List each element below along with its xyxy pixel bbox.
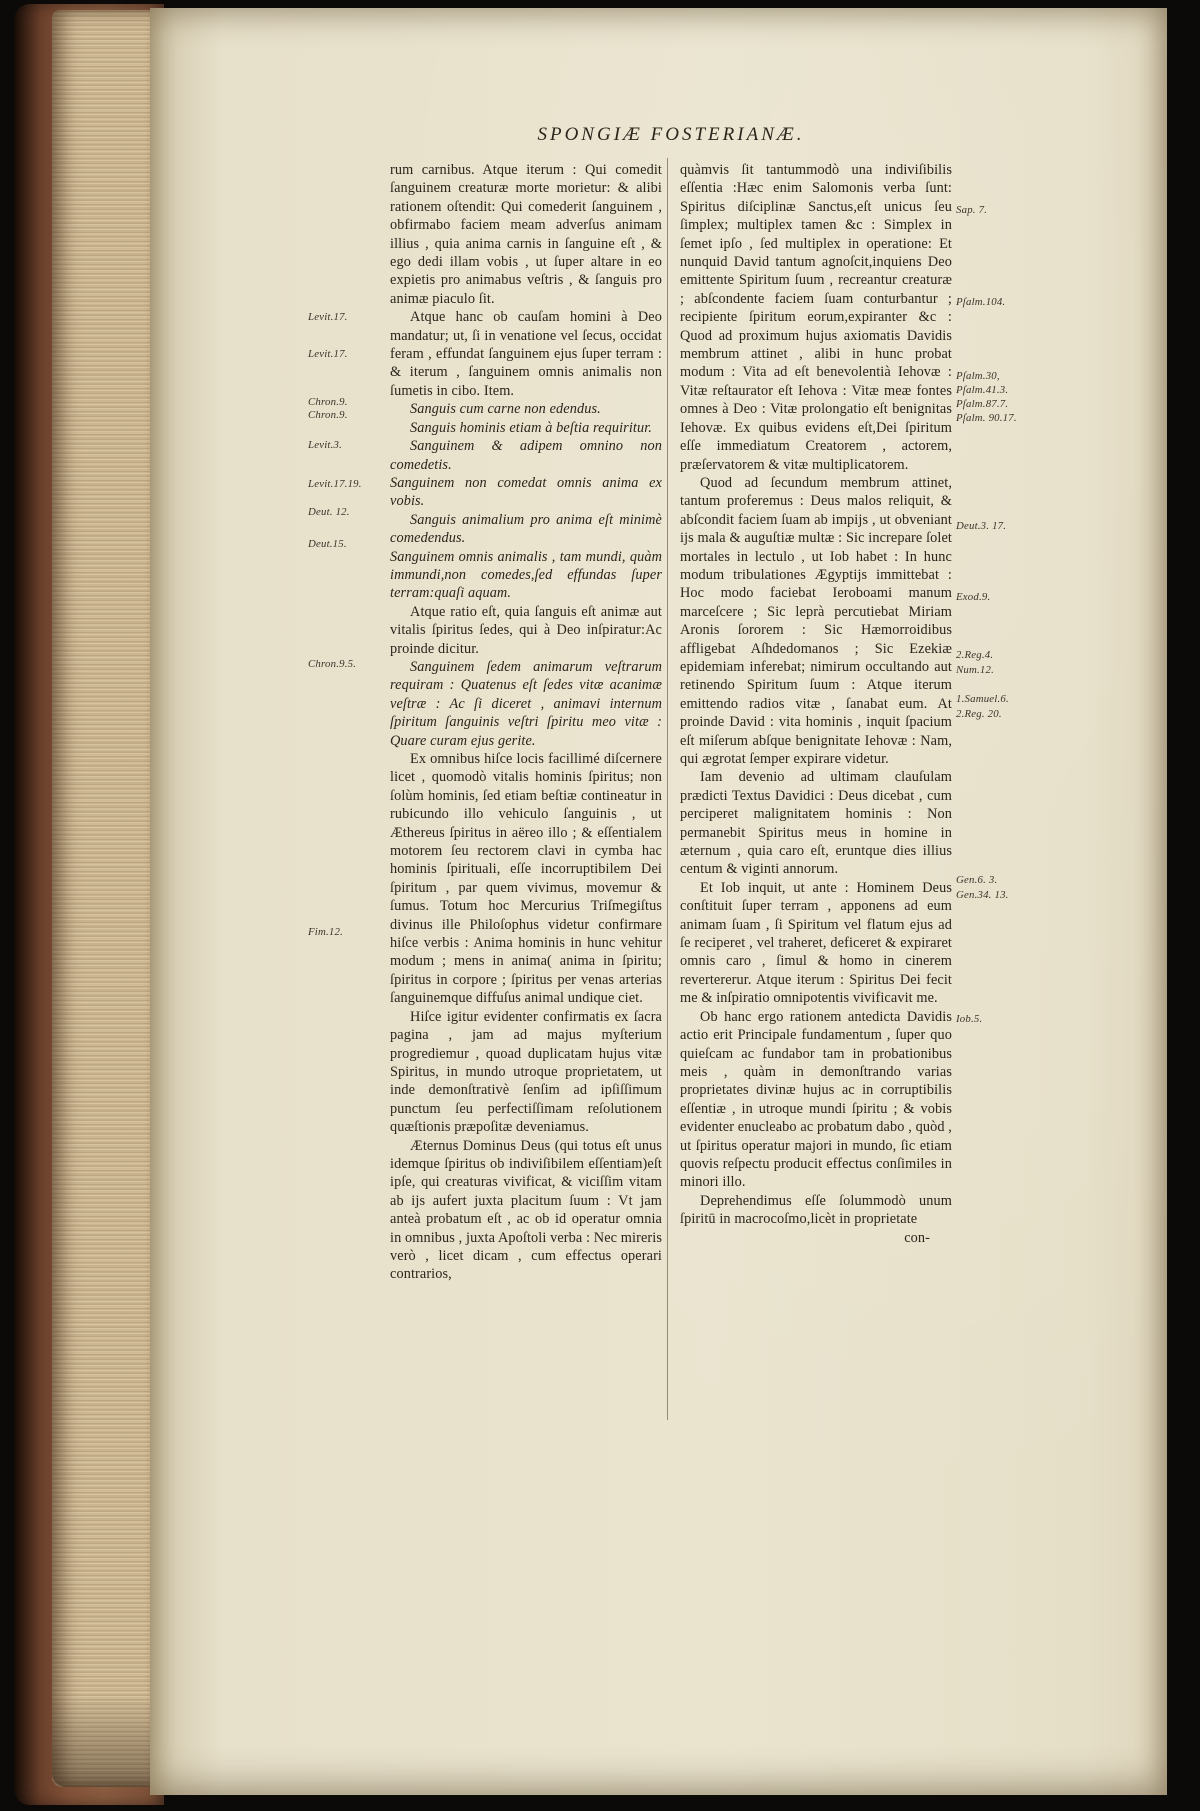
margin-note: Pſalm.104.	[956, 296, 1006, 308]
paragraph: Atque hanc ob cauſam homini à Deo mandatur; ut, ſi in venatione vel ſecus, occidat feram , effundat ſanguinem ejus ſuper terram : & iterum , ſanguinem omnis animalis non ſumetis in cibo. Item.	[390, 309, 662, 399]
margin-note: Iob.5.	[956, 1013, 983, 1025]
margin-note: Levit.17.	[308, 311, 348, 323]
paragraph: Sanguis animalium pro anima eſt minimè comedendus.	[390, 511, 662, 547]
paragraph: Sanguinem non comedat omnis anima ex vobis.	[390, 474, 662, 510]
paragraph: Iam devenio ad ultimam clauſulam prædicti Textus Davidici : Deus dicebat , cum perciperet malignitatem hominis : Non permanebit Spiritus meus in homine in æternum , quia caro eſt, eruntque dies illius centum & viginti annorum.	[680, 769, 952, 878]
margin-note: Pſalm. 90.17.	[956, 412, 1017, 424]
column-rule	[667, 158, 668, 1420]
paragraph: Ob hanc ergo rationem antedicta Davidis actio erit Principale fundamentum , ſuper quo quieſcam ac fundabor tam in probationibus meis , quàm in demonſtrando varias proprietates divinæ hujus ac in corruptibilis eſſentiæ , in utroque mundi ſpiritu ; & vobis evidenter enucleabo ac probatum dabo , quòd , ut ſpiritus operatur majori in mundo, ſic etiam quovis reſpectu producit effectus conſimiles in minori illo.	[680, 1008, 952, 1191]
margin-note: 2.Reg. 20.	[956, 708, 1002, 720]
running-head: SPONGIÆ FOSTERIANÆ.	[537, 124, 805, 145]
margin-note: Deut.15.	[308, 538, 347, 550]
paragraph: rum carnibus. Atque iterum : Qui comedit ſanguinem creaturæ morte morietur: & alibi rationem oſtendit: Qui comederit ſanguinem , obfirmabo faciem meam adverſus animam illius , quia anima carnis in ſanguine eſt , & ego dedi illam vobis , ut ſuper altare in eo expietis pro animabus veſtris , & ſanguis pro animæ piaculo ſit.	[390, 162, 662, 307]
margin-note: Chron.9.	[308, 409, 348, 421]
paragraph: Ex omnibus hiſce locis facillimé diſcernere licet , quomodò vitalis hominis ſpiritus; non ſolùm hominis, ſed etiam beſtiæ contineatur in rubicundo illo vehiculo ſanguinis , ut Æthereus ſpiritus in aëreo illo ; & eſſentialem motorem ſeu rectorem clavi in cymba hac hominis ſpirituali, eſſe incorruptibilem Dei ſpiritum , par quem vivimus, movemur & ſumus. Totum hoc Mercurius Triſmegiſtus divinus ille Philoſophus videtur confirmare hiſce verbis : Anima hominis in hunc vehitur modum ; mens in anima( anima in ſpiritu; ſpiritus in corpore ; ſpiritus per venas arterias ſanguinemque diffuſus animal undique ciet.	[390, 751, 662, 1007]
margin-note: Gen.34. 13.	[956, 889, 1009, 901]
margin-note: Pſalm.41.3.	[956, 384, 1009, 396]
paragraph: Deprehendimus eſſe ſolummodò unum ſpiritū in macrocoſmo,licèt in proprietate	[680, 1192, 952, 1228]
margin-note: Pſalm.30,	[956, 370, 1000, 382]
text-column-right	[680, 161, 952, 1247]
margin-note: Gen.6. 3.	[956, 874, 998, 886]
margin-note: Chron.9.5.	[308, 658, 357, 670]
margin-note: Deut. 12.	[308, 506, 350, 518]
paragraph: Hiſce igitur evidenter confirmatis ex ſacra pagina , jam ad majus myſterium progrediemur , quoad duplicatam hujus vitæ Spiritus, in mundo utroque proprietatem, ut inde demonſtrativè ſenſim ad ipſiſſimum punctum ſeu perfectiſſimam reſolutionem quæſtionis præpoſitæ deveniamus.	[390, 1008, 662, 1136]
margin-note: Levit.17.	[308, 348, 348, 360]
page-edge-stack	[52, 10, 158, 1787]
margin-note: Num.12.	[956, 664, 994, 676]
margin-note: 1.Samuel.6.	[956, 693, 1009, 705]
margin-note: Deut.3. 17.	[956, 520, 1007, 532]
paper-page	[150, 8, 1167, 1795]
paragraph: quàmvis ſit tantummodò una indiviſibilis eſſentia :Hæc enim Salomonis verba ſunt: Spiritus diſciplinæ Sanctus,eſt unicus ſeu ſimplex; multiplex tamen &c : Simplex in ſemet ipſo , ſed multiplex in operatione: Et nunquid David tantum agnoſcit,inquiens Deo emittente Spiritum ſuum , recreantur creaturæ ; abſcondente faciem ſuam conturbantur ; recipiente ſpiritum eorum,expiranter &c : Quod ad proximum hujus axiomatis Davidis membrum attinet , alibi in hunc probat modum : Vita ad eſt benevolentià Iehovæ : Vitæ reſtaurator eſt Iehova : Vitæ meæ fontes omnes à Deo : Vitæ prolongatio eſt benignitas Iehovæ. Ex quibus evidens eſt,Dei ſpiritum eſſe immediatum Creatorem , actorem, præſervatorem & vitæ multiplicatorem.	[680, 162, 952, 473]
paragraph: Et Iob inquit, ut ante : Hominem Deus conſtituit ſuper terram , apponens ad eum animam ſuam , ſi Spiritum vel flatum ejus ad ſe reciperet , vel traheret, deficeret & expiraret omnis caro , ſimul & homo in cinerem revertererur. Atque iterum : Spiritus Dei fecit me & inſpiratio omnipotentis vivificavit me.	[680, 879, 952, 1007]
paragraph: Sanguis cum carne non edendus.	[410, 401, 601, 418]
margin-note: 2.Reg.4.	[956, 649, 994, 661]
paragraph: Sanguis hominis etiam à beſtia requiritur.	[410, 419, 652, 436]
margin-note: Sap. 7.	[956, 204, 988, 216]
text-column-left	[390, 161, 662, 1284]
paragraph: Atque ratio eſt, quia ſanguis eſt animæ aut vitalis ſpiritus ſedes, qui à Deo inſpiratur:Ac proinde dicitur.	[390, 603, 662, 657]
margin-note: Levit.3.	[308, 439, 342, 451]
paragraph: Sanguinem & adipem omnino non comedetis.	[390, 438, 662, 473]
margin-note: Pſalm.87.7.	[956, 398, 1009, 410]
margin-note: Chron.9.	[308, 396, 348, 408]
paragraph: Quod ad ſecundum membrum attinet, tantum proferemus : Deus malos reliquit, & abſcondit faciem ſuam ab impijs , ut obveniant ijs mala & auguſtiæ multæ : Sic increpare ſolet mortales in lectulo , ut Iob habet : In hunc modum tribulationes Ægyptijs immittebat : Hoc modo faciebat Ieroboami manum marceſcere ; Sic leprà percutiebat Miriam Aronis ſororem : Sic Hæmorroidibus affligebat Aſhdedomanos ; Sic Ezekiæ epidemiam inferebat; nimirum occultando aut retinendo Spiritum ſuum : Atque iterum emittendo radios vitæ , ſanabat eum. At proinde David : vita hominis , inquit ſpacium eſt miſerum abſque benignitate Iehovæ : Nam, qui ægrotat ſemper expirare videtur.	[680, 474, 952, 767]
margin-note: Fim.12.	[308, 926, 343, 938]
paragraph: Æternus Dominus Deus (qui totus eſt unus idemque ſpiritus ob indiviſibilem eſſentiam)eſt ipſe, qui creaturas vivificat, & viciſſim vitam ab ijs aufert juxta placitum ſuum : Vt jam anteà probatum eſt , ac ob id operatur omnia in omnibus , juxta Apoſtoli verba : Nec mireris verò , licet dicam , cum effectus operari contrarios,	[390, 1137, 662, 1283]
paragraph: Sanguinem omnis animalis , tam mundi, quàm immundi,non comedes,ſed effundas ſuper terram:quaſi aquam.	[390, 548, 662, 602]
paragraph: Sanguinem ſedem animarum veſtrarum requiram : Quatenus eſt ſedes vitæ acanimæ veſtræ : Ac ſi diceret , animavi internum ſpiritum ſanguinis veſtri ſpiritu meo vitæ : Quare curam ejus gerite.	[390, 658, 662, 749]
margin-note: Levit.17.19.	[308, 478, 362, 490]
catchword: con-	[904, 1229, 930, 1246]
margin-note: Exod.9.	[956, 591, 991, 603]
